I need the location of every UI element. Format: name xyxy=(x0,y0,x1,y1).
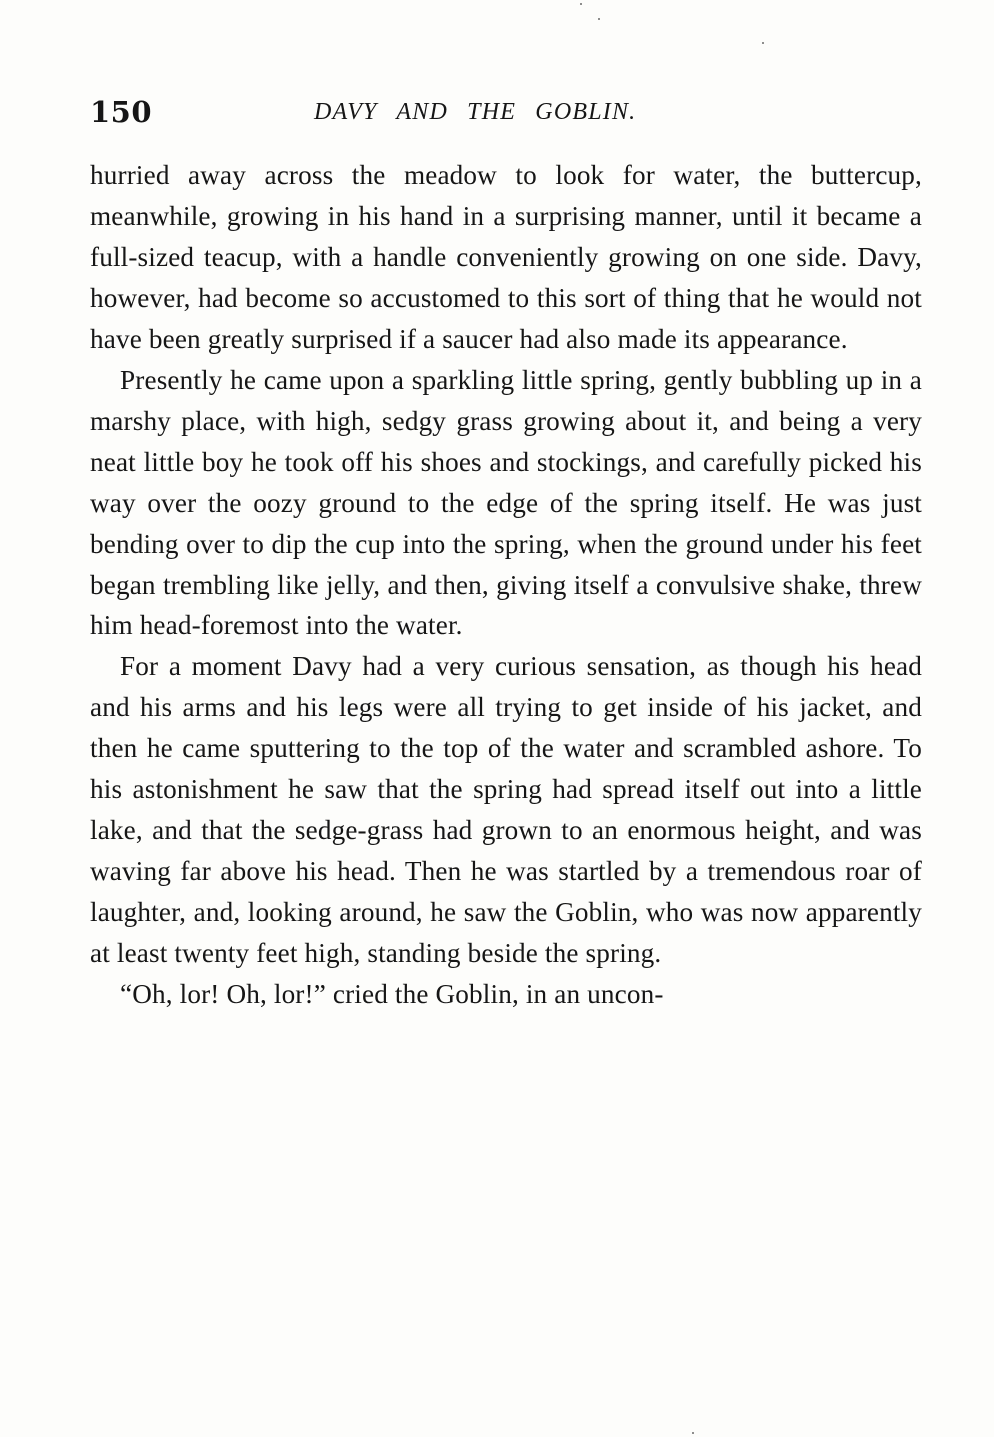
page-number: 150 xyxy=(90,95,153,129)
print-speck xyxy=(580,3,582,5)
paragraph-1: hurried away across the meadow to look for water, the buttercup, meanwhile, growing in his hand in a surprising manner, until it became a full-sized teacup, with a handle conveniently growing on one side. Davy, however, had become so accustomed to this sort of thing that he would not have been greatly surprised if a saucer had also made its appearance. xyxy=(90,160,922,354)
body-text xyxy=(90,155,922,1015)
running-head xyxy=(90,92,922,132)
book-title: DAVY AND THE GOBLIN. xyxy=(314,99,637,125)
paragraph-3: For a moment Davy had a very curious sensation, as though his head and his arms and his legs were all trying to get inside of his jacket, and then he came sputtering to the top of the water and scrambled ashore. To his astonishment he saw that the spring had spread itself out into a little lake, and that the sedge-grass had grown to an enormous height, and was waving far above his head. Then he was startled by a tremendous roar of laughter, and, looking around, he saw the Goblin, who was now apparently at least twenty feet high, standing beside the spring. xyxy=(90,651,922,969)
paragraph-4: “Oh, lor! Oh, lor!” cried the Goblin, in an uncon- xyxy=(120,979,664,1010)
print-speck xyxy=(692,1432,694,1434)
paragraph-2: Presently he came upon a sparkling little spring, gently bubbling up in a marshy place, with high, sedgy grass growing about it, and being a very neat little boy he took off his shoes and stockings, and carefully picked his way over the oozy ground to the edge of the spring itself. He was just bending over to dip the cup into the spring, when the ground under his feet began trembling like jelly, and then, giving itself a convulsive shake, threw him head-foremost into the water. xyxy=(90,364,922,641)
print-speck xyxy=(762,42,764,44)
print-speck xyxy=(598,18,600,20)
